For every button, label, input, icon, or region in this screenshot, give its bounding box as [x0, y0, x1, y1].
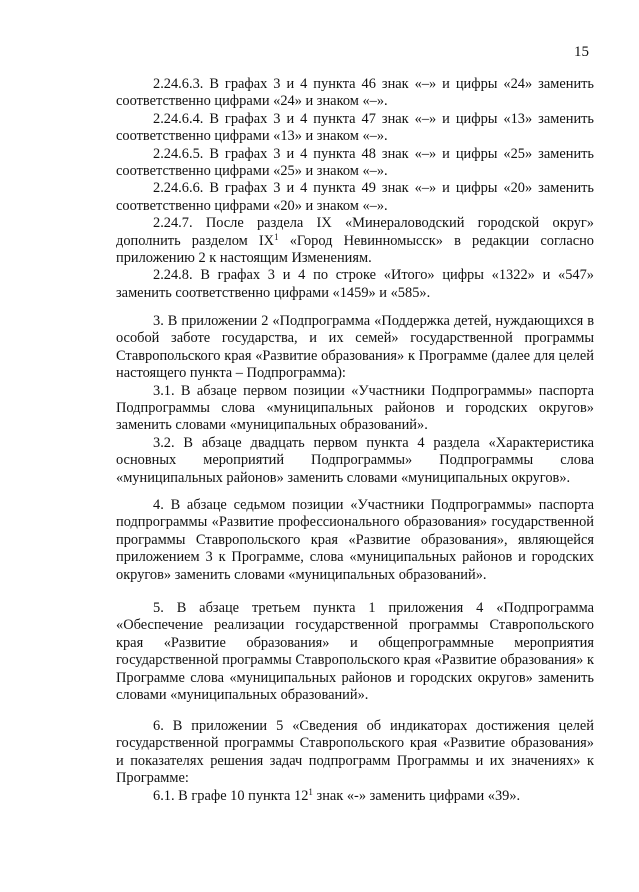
paragraph-2-24-6-4: 2.24.6.4. В графах 3 и 4 пункта 47 знак «–» и цифры «13» заменить соответственно цифрами «13» и знаком «–». — [116, 110, 594, 145]
paragraph-2-24-6-3: 2.24.6.3. В графах 3 и 4 пункта 46 знак «–» и цифры «24» заменить соответственно цифрами «24» и знаком «–». — [116, 76, 594, 110]
superscript-1: 1 — [308, 786, 313, 797]
paragraph-6-1-text-end: знак «-» заменить цифрами «39». — [312, 787, 521, 804]
paragraph-2-24-7 — [116, 215, 594, 267]
paragraph-6-1-text-start: 6.1. В графе 10 пункта 12 — [153, 787, 309, 804]
paragraph-2-24-7-text-start: 2.24.7. После раздела IX «Минераловодский городской округ» дополнить разделом IX — [116, 215, 594, 249]
paragraph-2-24-6-5: 2.24.6.5. В графах 3 и 4 пункта 48 знак «–» и цифры «25» заменить соответственно цифрами «25» и знаком «–». — [116, 145, 594, 180]
section-2-24-amendments — [116, 76, 594, 302]
paragraph-2-24-7-text-end: «Город Невинномысск» в редакции согласно приложению 2 к настоящим Изменениям. — [116, 232, 594, 267]
paragraph-3-1: 3.1. В абзаце первом позиции «Участники Подпрограммы» паспорта Подпрограммы слова «муниципальных районов и городских округов» заменить словами «муниципальных образований». — [116, 382, 594, 434]
paragraph-5: 5. В абзаце третьем пункта 1 приложения 4 «Подпрограмма «Обеспечение реализации государственной программы Ставропольского края «Развитие образования» и общепрограммные мероприятия государственной программы Ставропольского края «Развитие образования» к Программе слова «муниципальных районов и городских округов» заменить словами «муниципальных образований». — [116, 600, 594, 704]
paragraph-6-1 — [116, 788, 594, 805]
section-6 — [116, 718, 594, 805]
page-number: 15 — [574, 44, 589, 60]
section-3 — [116, 313, 594, 487]
paragraph-3: 3. В приложении 2 «Подпрограмма «Поддержка детей, нуждающихся в особой заботе государства, и их семей» государственной программы Ставропольского края «Развитие образования» к Программе (далее для целей настоящего пункта – Подпрограмма): — [116, 313, 594, 382]
paragraph-3-2: 3.2. В абзаце двадцать первом пункта 4 раздела «Характеристика основных мероприятий Подпрограммы» Подпрограммы слова «муниципальных районов» заменить словами «муниципальных округов». — [116, 434, 594, 486]
paragraph-2-24-6-6: 2.24.6.6. В графах 3 и 4 пункта 49 знак «–» и цифры «20» заменить соответственно цифрами «20» и знаком «–». — [116, 180, 594, 214]
section-5 — [116, 600, 594, 704]
paragraph-4: 4. В абзаце седьмом позиции «Участники Подпрограммы» паспорта подпрограммы «Развитие профессионального образования» государственной программы Ставропольского края «Развитие образования», являющейся приложением 3 к Программе, слова «муниципальных районов и городских округов» заменить словами «муниципальных образований». — [116, 497, 594, 583]
section-4 — [116, 497, 594, 584]
paragraph-6: 6. В приложении 5 «Сведения об индикаторах достижения целей государственной программы Ставропольского края «Развитие образования» и показателях решения задач подпрограмм Программы и их значениях» к Программе: — [116, 718, 594, 787]
superscript-1: 1 — [274, 231, 279, 242]
paragraph-2-24-8: 2.24.8. В графах 3 и 4 по строке «Итого» цифры «1322» и «547» заменить соответственно цифрами «1459» и «585». — [116, 267, 594, 301]
